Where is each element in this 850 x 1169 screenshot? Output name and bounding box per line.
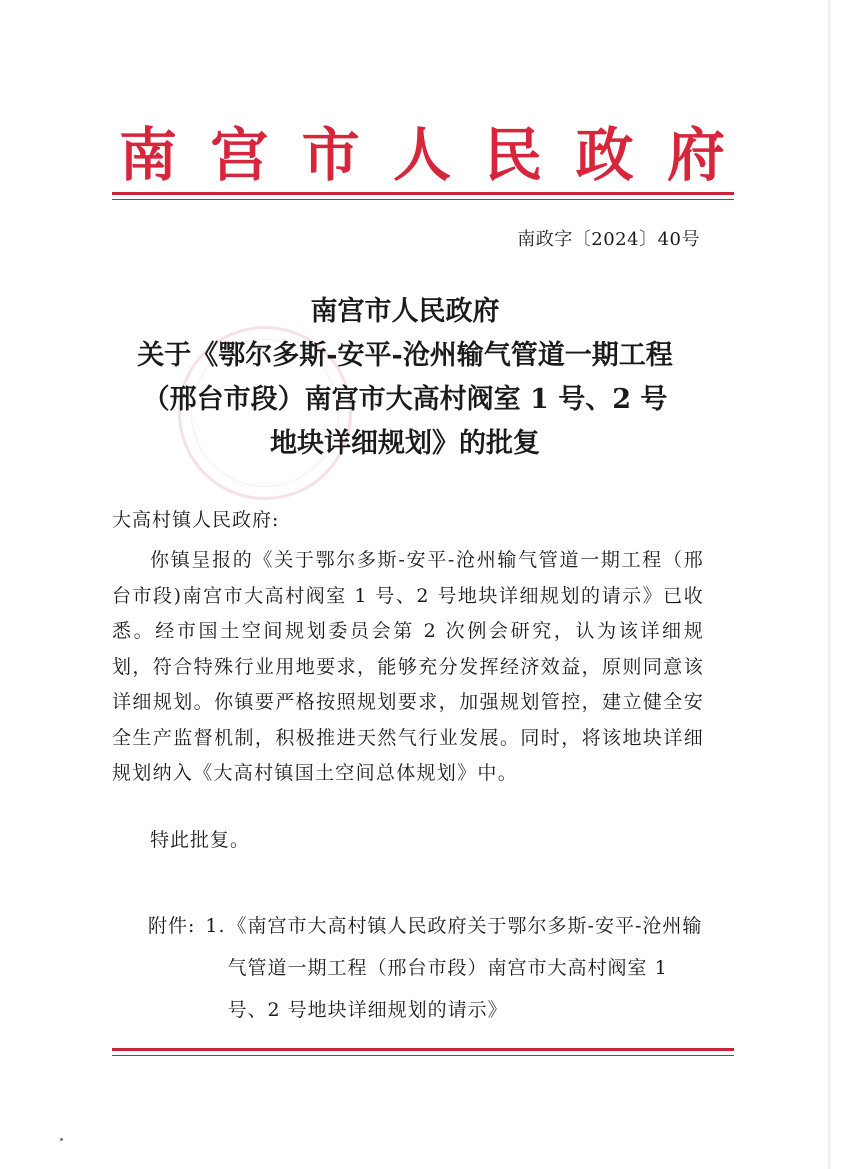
scan-edge bbox=[828, 0, 831, 1169]
salutation: 大高村镇人民政府: bbox=[112, 509, 280, 531]
closing-line: 特此批复。 bbox=[150, 829, 251, 851]
document-title bbox=[100, 290, 710, 466]
attachment-label: 附件: bbox=[148, 915, 196, 937]
header-divider-thick bbox=[112, 192, 734, 195]
title-line-4: 地块详细规划》的批复 bbox=[270, 428, 540, 459]
header-divider bbox=[112, 192, 734, 200]
body-paragraph: 你镇呈报的《关于鄂尔多斯-安平-沧州输气管道一期工程（邢台市段)南宫市大高村阀室 1 号、2 号地块详细规划的请示》已收悉。经市国土空间规划委员会第 2 次例会研究，认为该详细规划，符合特殊行业用地要求，能够充分发挥经济效益，原则同意该详细规划。你镇要严格按照规划要求，加强规划管控，建立健全安全生产监督机制，积极推进天然气行业发展。同时，将该地块详细规划纳入《大高村镇国土空间总体规划》中。 bbox=[112, 549, 704, 784]
letterhead-char: 人 bbox=[392, 121, 451, 189]
letterhead-char: 府 bbox=[666, 121, 725, 189]
letterhead-char: 南 bbox=[118, 121, 177, 189]
footer-divider-thin bbox=[112, 1055, 734, 1056]
scan-speck bbox=[60, 1138, 63, 1141]
title-line-3: （邢台市段）南宫市大高村阀室 1 号、2 号 bbox=[142, 384, 668, 415]
footer-divider bbox=[112, 1048, 734, 1056]
title-line-2: 关于《鄂尔多斯-安平-沧州输气管道一期工程 bbox=[137, 340, 673, 371]
attachment bbox=[148, 905, 708, 1031]
letterhead-char: 市 bbox=[301, 121, 360, 189]
letterhead-char: 政 bbox=[575, 121, 634, 189]
attachment-item-text: 《南宫市大高村镇人民政府关于鄂尔多斯-安平-沧州输气管道一期工程（邢台市段）南宫市大高村阀室 1 号、2 号地块详细规划的请示》 bbox=[227, 915, 703, 1021]
letterhead-char: 宫 bbox=[210, 121, 269, 189]
letterhead-char: 民 bbox=[484, 121, 543, 189]
document-number: 南政字〔2024〕40号 bbox=[517, 229, 700, 250]
letterhead bbox=[112, 110, 732, 190]
header-divider-thin bbox=[112, 199, 734, 200]
title-line-1: 南宫市人民政府 bbox=[310, 296, 500, 327]
footer-divider-thick bbox=[112, 1048, 734, 1051]
attachment-item-number: 1. bbox=[205, 915, 226, 937]
